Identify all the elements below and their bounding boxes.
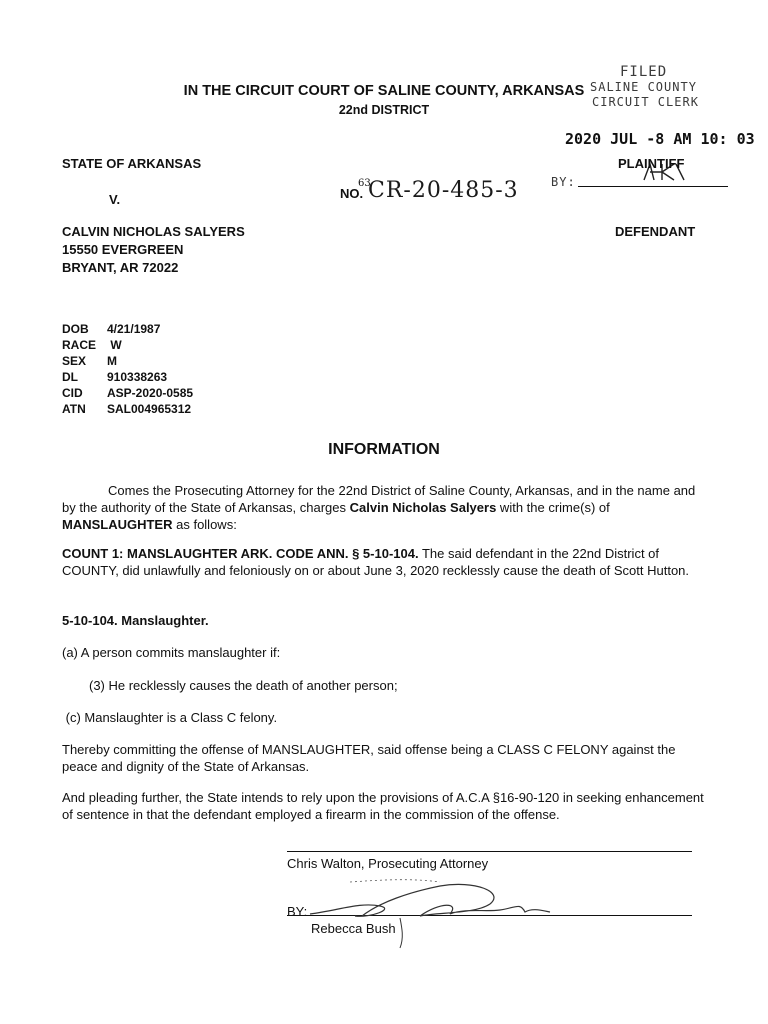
- handwritten-signature: [300, 872, 580, 952]
- defendant-address-line2: BRYANT, AR 72022: [62, 260, 179, 275]
- signature-rule-top: [287, 851, 692, 852]
- identifier-value: SAL004965312: [107, 402, 192, 416]
- intro-defendant-name: Calvin Nicholas Salyers: [349, 500, 497, 515]
- case-number-label: NO.: [340, 186, 364, 201]
- stamp-filed: FILED: [620, 64, 668, 80]
- stamp-by: BY:: [551, 175, 576, 189]
- versus-label: V.: [109, 192, 121, 207]
- identifier-row: [62, 321, 193, 337]
- intro-paragraph: [62, 482, 712, 533]
- defendant-name: CALVIN NICHOLAS SALYERS: [62, 224, 245, 239]
- identifier-key: DL: [62, 370, 78, 384]
- stamp-by-line: [578, 186, 728, 187]
- deputy-name: Rebecca Bush: [311, 921, 396, 936]
- count-paragraph: [62, 545, 712, 579]
- count-heading: COUNT 1: MANSLAUGHTER ARK. CODE ANN. § 5-10-104.: [62, 546, 419, 561]
- defendant-identifiers: [62, 321, 193, 417]
- intro-crime: MANSLAUGHTER: [62, 517, 173, 532]
- intro-text-post: as follows:: [172, 517, 237, 532]
- identifier-key: CID: [62, 386, 83, 400]
- district-label: 22nd DISTRICT: [338, 103, 430, 117]
- identifier-value: 4/21/1987: [107, 322, 161, 336]
- defendant-label: DEFENDANT: [615, 224, 696, 239]
- thereby-paragraph: Thereby committing the offense of MANSLAUGHTER, said offense being a CLASS C FELONY against the peace and dignity of the State of Arkansas.: [62, 742, 676, 774]
- statute-subsection-3: (3) He recklessly causes the death of another person;: [89, 678, 398, 693]
- statute-subsection-c: (c) Manslaughter is a Class C felony.: [62, 710, 278, 725]
- document-title: INFORMATION: [328, 441, 440, 458]
- identifier-row: [62, 353, 193, 369]
- identifier-value: 910338263: [107, 370, 168, 384]
- identifier-row: [62, 401, 193, 417]
- prosecuting-attorney-name: Chris Walton, Prosecuting Attorney: [287, 856, 489, 871]
- plaintiff-label: PLAINTIFF: [618, 156, 685, 171]
- pleading-paragraph: And pleading further, the State intends to rely upon the provisions of A.C.A §16-90-120 in seeking enhancement of sentence in that the defendant employed a firearm in the commission of the offense.: [62, 790, 704, 822]
- stamp-date: 2020 JUL -8 AM 10: 03: [565, 130, 755, 148]
- identifier-row: [62, 337, 193, 353]
- count-text: The said defendant in the 22nd District of COUNTY, did unlawfully and feloniously on or about June 3, 2020 recklessly cause the death of Scott Hutton.: [62, 546, 690, 578]
- identifier-row: [62, 369, 193, 385]
- identifier-key: DOB: [62, 322, 89, 336]
- identifier-value: W: [107, 338, 122, 352]
- intro-text-mid: with the crime(s) of: [496, 500, 610, 515]
- identifier-key: SEX: [62, 354, 87, 368]
- defendant-address-line1: 15550 EVERGREEN: [62, 242, 184, 257]
- statute-subsection-a: (a) A person commits manslaughter if:: [62, 645, 281, 660]
- identifier-key: RACE: [62, 338, 97, 352]
- stamp-clerk: CIRCUIT CLERK: [592, 95, 699, 109]
- identifier-row: [62, 385, 193, 401]
- identifier-key: ATN: [62, 402, 86, 416]
- court-title: IN THE CIRCUIT COURT OF SALINE COUNTY, ARKANSAS: [183, 83, 585, 99]
- case-number-prefix: 63: [358, 178, 371, 189]
- identifier-value: M: [107, 354, 117, 368]
- plaintiff-name: STATE OF ARKANSAS: [62, 156, 202, 171]
- intro-text-pre: Comes the Prosecuting Attorney for the 22nd District of Saline County, Arkansas, and in the name and by the authority of the State of Arkansas, charges: [62, 483, 696, 515]
- signature-by-label: BY:: [287, 904, 308, 919]
- statute-heading: 5-10-104. Manslaughter.: [62, 613, 209, 628]
- stamp-county: SALINE COUNTY: [590, 80, 697, 94]
- identifier-value: ASP-2020-0585: [107, 386, 194, 400]
- case-number: CR-20-485-3: [368, 178, 519, 203]
